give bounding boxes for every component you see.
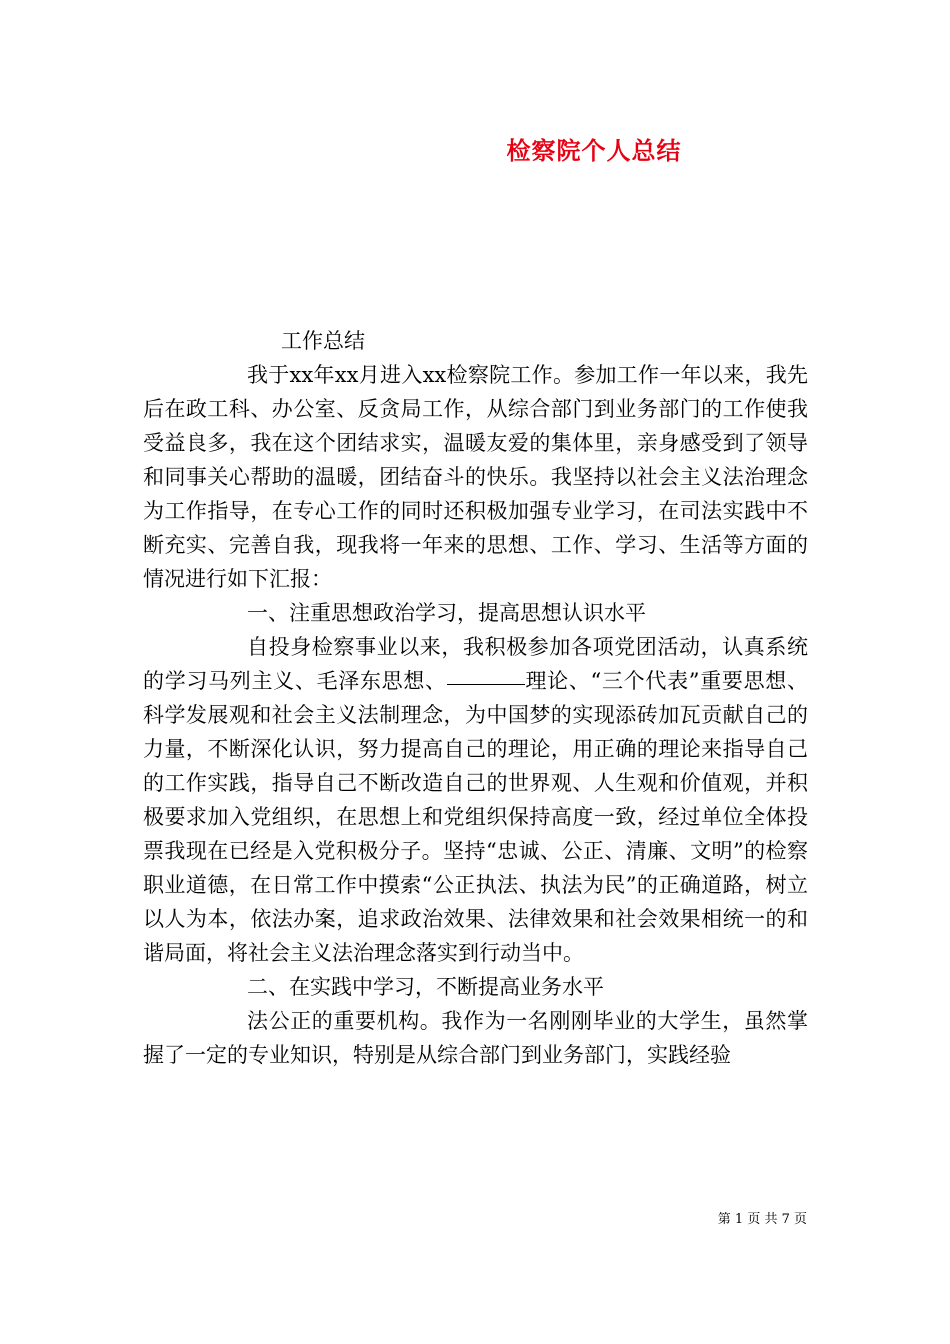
section1-text-after-blank: 理论、“三个代表”重要思想、科学发展观和社会主义法制理念，为中国梦的实现添砖加瓦贡献自己的力量，不断深化认识，努力提高自己的理论，用正确的理论来指导自己的工作实践，指导自己不断改造自己的世界观、人生观和价值观，并积极要求加入党组织，在思想上和党组织保持高度一致，经过单位全体投票我现在已经是入党积极分子。坚持“忠诚、公正、清廉、文明”的检察职业道德，在日常工作中摸索“公正执法、执法为民”的正确道路，树立以人为本，依法办案，追求政治效果、法律效果和社会效果相统一的和谐局面，将社会主义法治理念落实到行动当中。: [143, 669, 808, 965]
section-paragraph-2: 法公正的重要机构。我作为一名刚刚毕业的大学生，虽然掌握了一定的专业知识，特别是从综合部门到业务部门，实践经验: [143, 1009, 808, 1067]
subtitle: 工作总结: [281, 329, 365, 353]
document-body: [143, 324, 808, 1072]
intro-paragraph: 我于xx年xx月进入xx检察院工作。参加工作一年以来，我先后在政工科、办公室、反贪局工作，从综合部门到业务部门的工作使我受益良多，我在这个团结求实，温暖友爱的集体里，亲身感受到了领导和同事关心帮助的温暖，团结奋斗的快乐。我坚持以社会主义法治理念为工作指导，在专心工作的同时还积极加强专业学习，在司法实践中不断充实、完善自我，现我将一年来的思想、工作、学习、生活等方面的情况进行如下汇报：: [143, 363, 808, 591]
fill-in-blank: [447, 683, 525, 685]
document-title: 检察院个人总结: [506, 136, 682, 165]
section-paragraph-1: [143, 630, 808, 970]
section-heading-2: 二、在实践中学习，不断提高业务水平: [247, 975, 604, 999]
section-heading-1: 一、注重思想政治学习，提高思想认识水平: [247, 601, 646, 625]
section1-text-before-blank: 自投身检察事业以来，我积极参加各项党团活动，认真系统的学习马列主义、毛泽东思想、: [143, 635, 808, 693]
page-number: 第 1 页 共 7 页: [717, 1212, 807, 1227]
